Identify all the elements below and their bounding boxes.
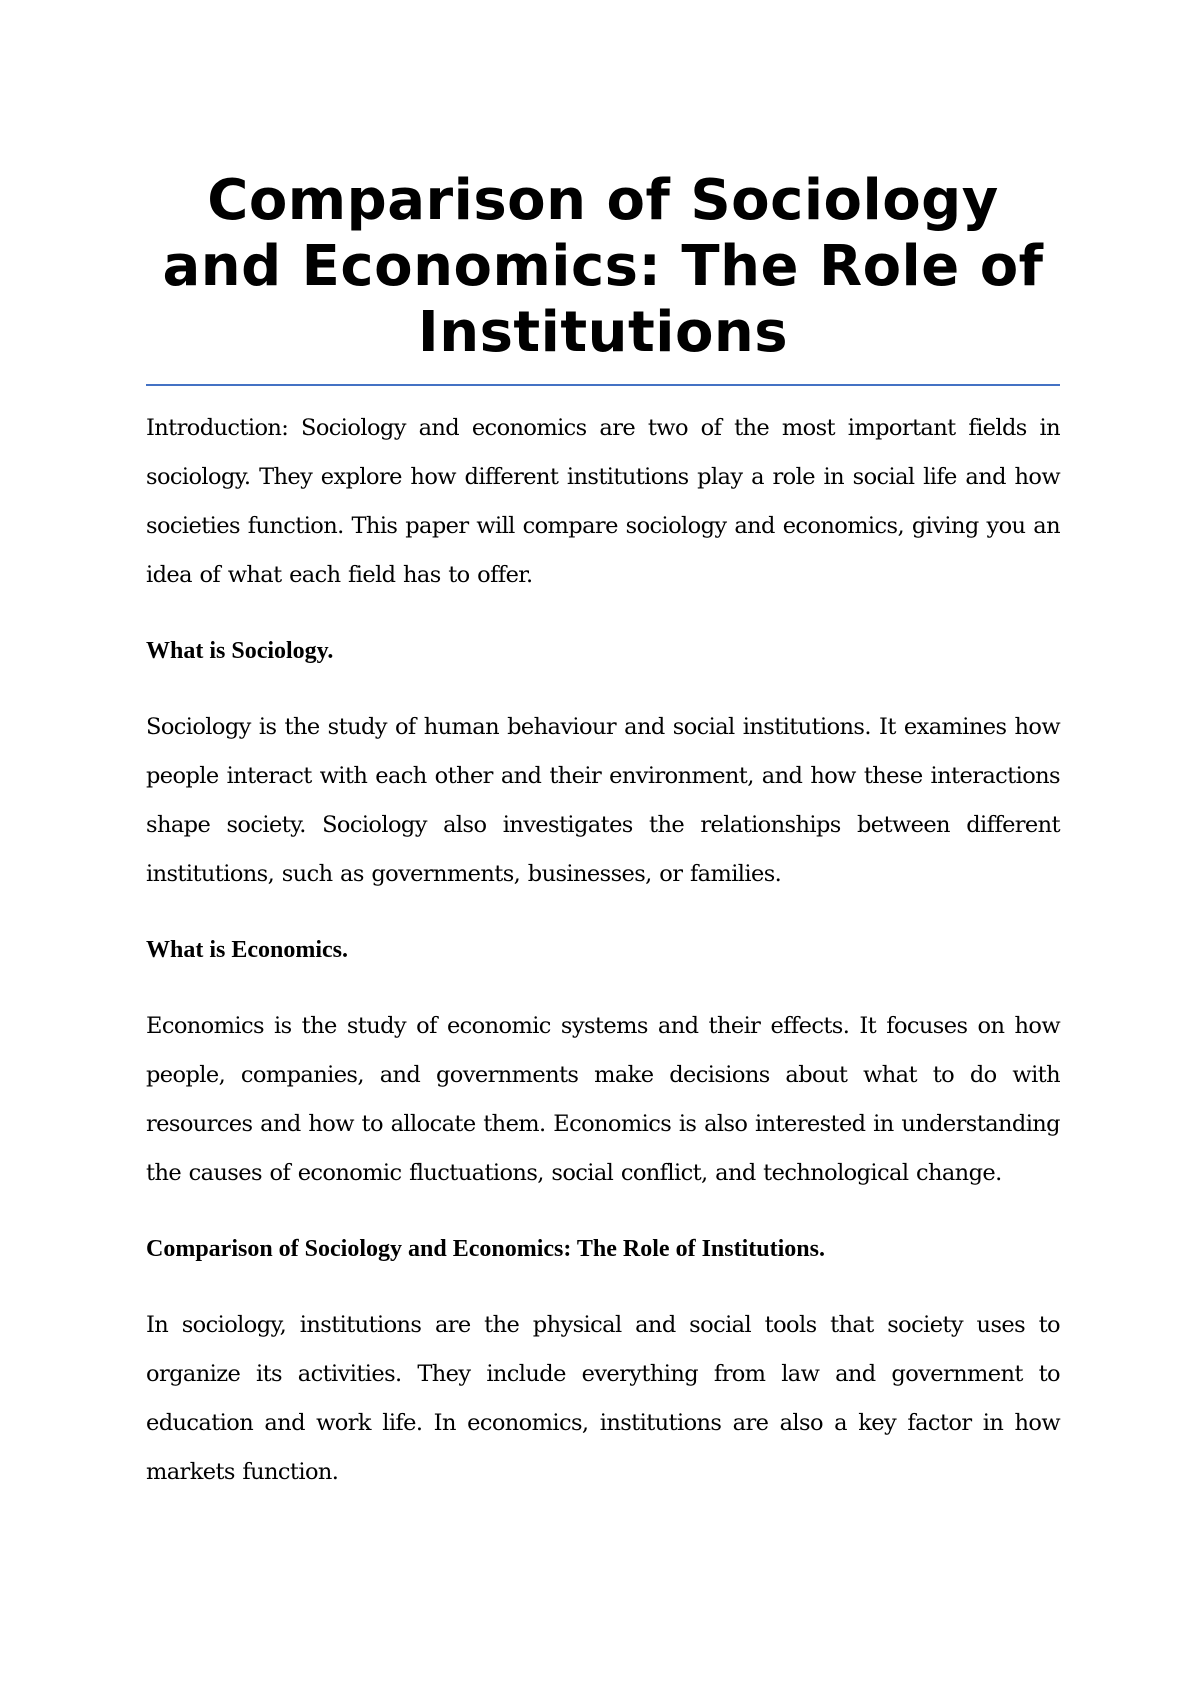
section-heading-comparison: Comparison of Sociology and Economics: The Role of Institutions.	[146, 1236, 825, 1262]
title-divider	[146, 384, 1060, 386]
section-heading-sociology: What is Sociology.	[146, 638, 334, 664]
section-body-sociology: Sociology is the study of human behaviour and social institutions. It examines how people interact with each other and their environment, and how these interactions shape society. Sociology also investigates the relationships between different institutions, such as governments, businesses, or families.	[146, 714, 1060, 887]
section-body-comparison: In sociology, institutions are the physical and social tools that society uses to organize its activities. They include everything from law and government to education and work life. In economics, institutions are also a key factor in how markets function.	[146, 1312, 1060, 1485]
section-heading-economics: What is Economics.	[146, 937, 349, 963]
document-title: Comparison of Sociology and Economics: The Role of Institutions	[162, 168, 1044, 365]
document-content	[146, 168, 1060, 1497]
intro-paragraph: Introduction: Sociology and economics are two of the most important fields in sociology. They explore how different institutions play a role in social life and how societies function. This paper will compare sociology and economics, giving you an idea of what each field has to offer.	[146, 415, 1060, 588]
section-body-economics: Economics is the study of economic systems and their effects. It focuses on how people, companies, and governments make decisions about what to do with resources and how to allocate them. Economics is also interested in understanding the causes of economic fluctuations, social conflict, and technological change.	[146, 1013, 1060, 1186]
